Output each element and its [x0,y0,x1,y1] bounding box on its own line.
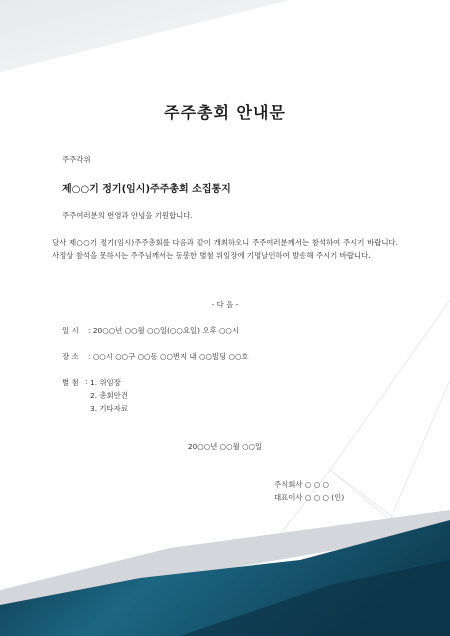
notice-heading: - 다 음 - [211,300,239,309]
body-paragraph: 당사 제○○기 정기(임시)주주총회를 다음과 같이 개최하오니 주주여러분께서는 참석하여 주시기 바랍니다. 사정상 참석을 못하시는 주주님께서는 동봉한 별첨 위임장에 기명날인하여 발송해 주시기 바랍니다. [52,238,398,260]
attachment-item: 3. 기타자료 [90,404,128,413]
page-title: 주주총회 안내문 [164,103,286,122]
recipient-text: 주주각위 [62,155,91,164]
attachment-item: 1. 위임장 [90,378,121,387]
place-label: 장 소 [62,352,79,361]
ceo-signature-line: 대표이사 ○ ○ ○ (인) [274,493,345,502]
datetime-row [62,325,239,336]
datetime-value: : 20○○년 ○○월 ○○일(○○요일) 오후 ○○시 [88,326,240,335]
company-name: 주식회사 ○ ○ ○ [274,480,329,489]
datetime-label: 일 시 [62,326,79,335]
attachment-item: 2. 총회안건 [90,391,128,400]
place-row [62,351,249,362]
greeting-text: 주주여러분의 번영과 안녕을 기원합니다. [62,211,193,220]
notice-subtitle: 제○○기 정기(임시)주주총회 소집통지 [62,184,231,195]
attachments-label: 별 첨 [62,378,79,387]
notice-date: 20○○년 ○○월 ○○일 [187,442,263,451]
place-value: : ○○시 ○○구 ○○동 ○○번지 내 ○○빌딩 ○○호 [88,352,249,361]
attachments-colon: : [85,377,88,386]
